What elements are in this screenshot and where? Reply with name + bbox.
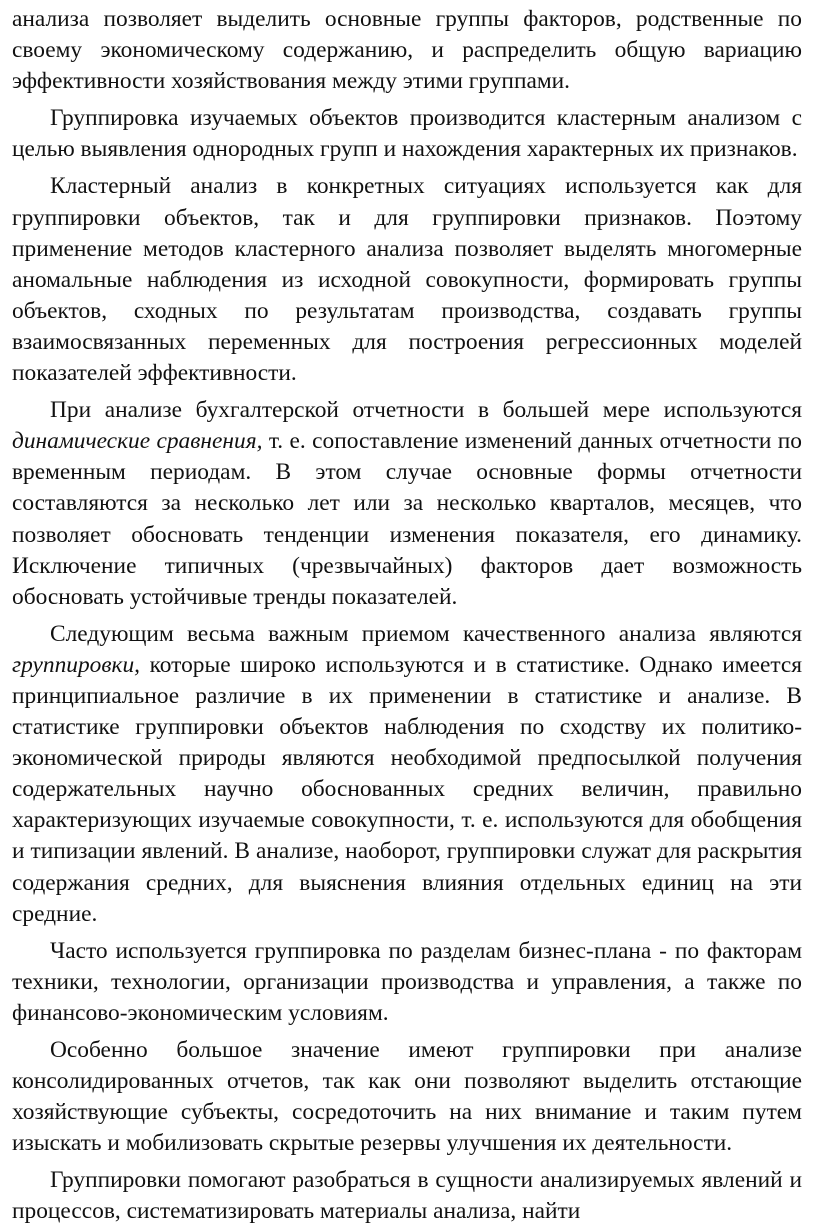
paragraph-closing: Группировки помогают разобраться в сущности анализируемых явлений и процессов, систематизировать материалы анализа, найти <box>12 1167 802 1225</box>
paragraph-text: Следующим весьма важным приемом качественного анализа являются <box>50 620 802 647</box>
paragraph-cluster-analysis: Кластерный анализ в конкретных ситуациях используется как для группировки объектов, так и для группировки признаков. Поэтому применение методов кластерного анализа позволяет выделять многомерные аномальные наблюдения из исходной совокупности, формировать группы объектов, сходных по результатам производства, создавать группы взаимосвязанных переменных для построения регрессионных моделей показателей эффективности. <box>12 173 802 387</box>
paragraph-dynamic-comparisons <box>12 395 802 613</box>
paragraph-consolidated-reports: Особенно большое значение имеют группировки при анализе консолидированных отчетов, так как они позволяют выделить отстающие хозяйствующие субъекты, сосредоточить на них внимание и таким путем изыскать и мобилизовать скрытые резервы улучшения их деятельности. <box>12 1037 802 1157</box>
document-page <box>12 4 802 1228</box>
paragraph-business-plan: Часто используется группировка по разделам бизнес-плана - по факторам техники, технологии, организации производства и управления, а также по финансово-экономическим условиям. <box>12 937 802 1026</box>
paragraph-text: т. е. сопоставление изменений данных отчетности по временным периодам. В этом случае основные формы отчетности составляются за несколько лет или за несколько кварталов, месяцев, что позволяет обосновать тенденции изменения показателя, его динамику. Исключение типичных (чрезвычайных) факторов дает возможность обосновать устойчивые тренды показателей. <box>12 428 802 610</box>
paragraph-text: которые широко используются и в статистике. Однако имеется принципиальное различие в их применении в статистике и анализе. В статистике группировки объектов наблюдения по сходству их политико-экономической природы являются необходимой предпосылкой получения содержательных научно обоснованных средних величин, правильно характеризующих изучаемые совокупности, т. е. используются для обобщения и типизации явлений. В анализе, наоборот, группировки служат для раскрытия содержания средних, для выяснения влияния отдельных единиц на эти средние. <box>12 651 802 927</box>
paragraph-continuation: анализа позволяет выделить основные группы факторов, родственные по своему экономическому содержанию, и распределить общую вариацию эффективности хозяйствования между этими группами. <box>12 6 802 95</box>
paragraph-cluster-grouping: Группировка изучаемых объектов производится кластерным анализом с целью выявления однородных групп и нахождения характерных их признаков. <box>12 105 802 163</box>
paragraph-groupings <box>12 619 802 930</box>
emphasis-term: группировки, <box>12 651 141 678</box>
paragraph-text: При анализе бухгалтерской отчетности в большей мере используются <box>50 397 802 424</box>
emphasis-term: динамические сравнения, <box>12 428 263 455</box>
